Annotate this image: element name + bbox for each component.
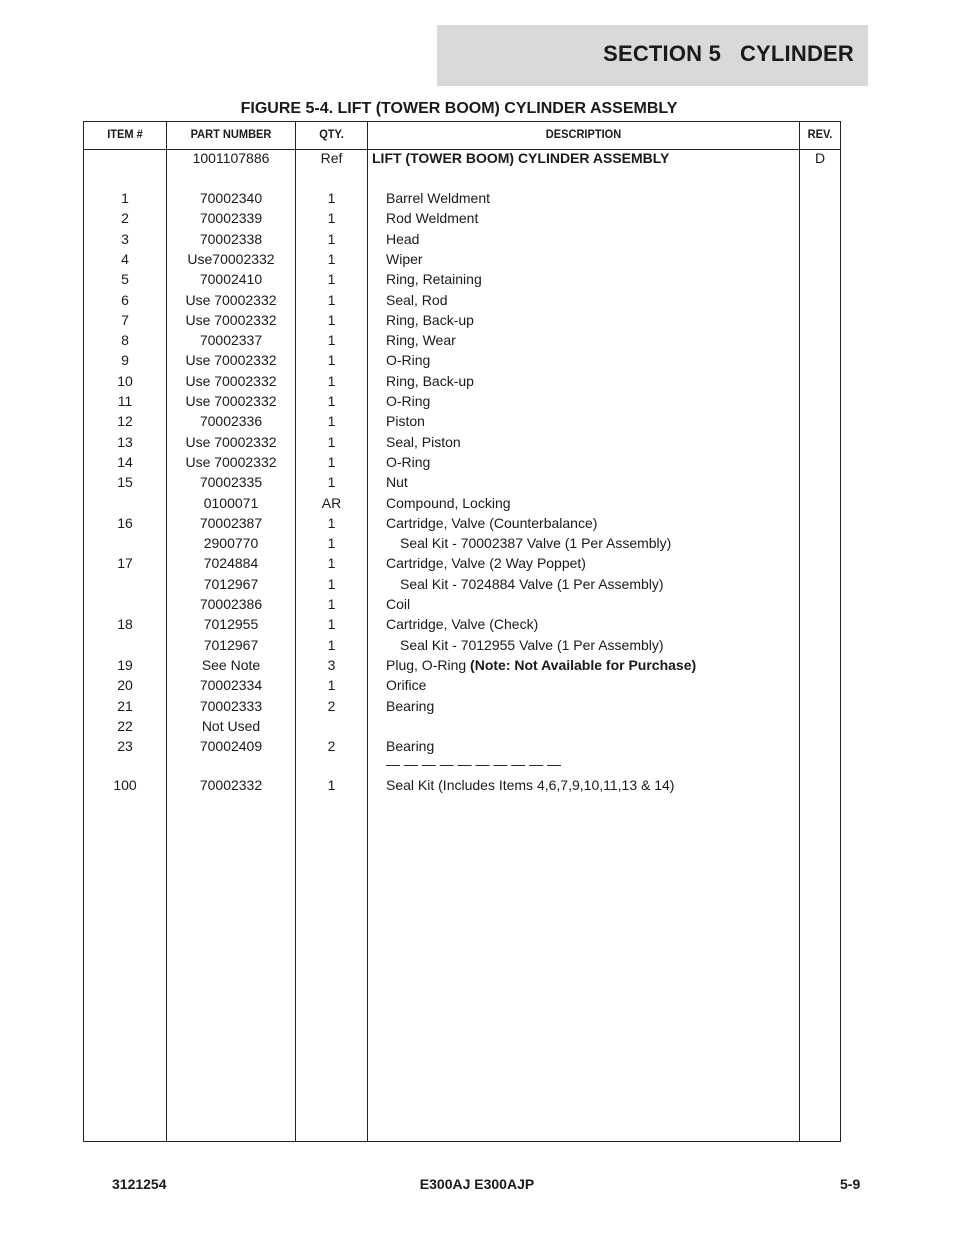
item-number: 1: [121, 190, 129, 206]
part-number: Use 70002332: [185, 433, 277, 450]
description-note: (Note: Not Available for Purchase): [470, 656, 697, 673]
seal-kit-row: [84, 775, 840, 795]
description-text: Cartridge, Valve (2 Way Poppet): [386, 555, 586, 572]
quantity: 1: [327, 474, 336, 491]
description: [386, 472, 408, 492]
part-number: Use 70002332: [185, 393, 277, 409]
description: [386, 391, 430, 411]
table-row: [84, 411, 840, 431]
table-row: [84, 696, 840, 716]
description: [386, 411, 425, 431]
description: [386, 594, 410, 614]
part-number: 70002337: [199, 332, 263, 349]
description: [386, 553, 586, 573]
dash-separator: — — — — — — — — — —: [386, 756, 562, 772]
item-number: 13: [117, 433, 133, 450]
header-rev: REV.: [807, 127, 833, 141]
quantity: 2: [327, 738, 336, 755]
table-row: [84, 208, 840, 228]
description-text: Compound, Locking: [386, 494, 511, 511]
part-number: 70002332: [199, 777, 263, 793]
item-number: 19: [117, 656, 133, 673]
table-row: [84, 533, 840, 553]
part-number: Use 70002332: [185, 311, 277, 328]
item-number: 18: [117, 616, 133, 633]
part-number: 70002409: [199, 738, 263, 755]
description-text: Barrel Weldment: [386, 190, 491, 206]
table-row: [84, 716, 840, 736]
table-row: [84, 350, 840, 370]
description-text: Cartridge, Valve (Counterbalance): [386, 514, 598, 531]
item-number: 12: [117, 413, 133, 430]
assembly-description: LIFT (TOWER BOOM) CYLINDER ASSEMBLY: [372, 150, 670, 166]
item-number: 15: [117, 474, 133, 491]
item-number: 10: [117, 372, 133, 389]
description: [386, 614, 538, 634]
item-number: 11: [117, 393, 133, 409]
table-row: [84, 655, 840, 675]
table-row: [84, 675, 840, 695]
table-row: [84, 310, 840, 330]
part-number: 7012955: [203, 616, 259, 633]
quantity: 1: [327, 433, 336, 450]
section-title: SECTION 5 CYLINDER: [603, 41, 854, 66]
description: [386, 269, 482, 289]
part-number: Use 70002332: [185, 372, 277, 389]
assembly-part-number: 1001107886: [192, 150, 270, 166]
table-row: [84, 513, 840, 533]
item-number: 9: [121, 352, 129, 369]
quantity: 1: [327, 677, 336, 694]
quantity: 1: [327, 372, 336, 389]
part-number: 7024884: [203, 555, 259, 572]
header-qty: QTY.: [319, 127, 344, 141]
part-number: 70002336: [199, 413, 263, 430]
table-row: [84, 432, 840, 452]
description: [386, 493, 511, 513]
item-number: 100: [113, 777, 137, 793]
header-part-number: PART NUMBER: [190, 127, 272, 141]
footer-doc-number: 3121254: [112, 1176, 167, 1192]
assembly-qty: Ref: [320, 150, 343, 166]
description-text: Orifice: [386, 677, 427, 694]
description-text: Plug, O-Ring: [386, 656, 471, 673]
part-number: Use 70002332: [185, 453, 277, 470]
table-row: [84, 249, 840, 269]
table-row: [84, 493, 840, 513]
quantity: 1: [327, 636, 336, 653]
description: [400, 635, 664, 655]
item-number: 5: [121, 271, 129, 288]
figure-title: FIGURE 5-4. LIFT (TOWER BOOM) CYLINDER ASSEMBLY: [240, 100, 678, 117]
description-text: Ring, Wear: [386, 332, 456, 349]
quantity: 1: [327, 250, 336, 267]
quantity: 1: [327, 555, 336, 572]
quantity: 1: [327, 393, 336, 409]
table-row: [84, 229, 840, 249]
table-row: [84, 269, 840, 289]
description-text: Cartridge, Valve (Check): [386, 616, 539, 633]
description: [386, 655, 696, 675]
description: [386, 188, 490, 208]
item-number: 22: [117, 717, 133, 734]
description-text: Ring, Back-up: [386, 372, 474, 389]
item-number: 14: [117, 453, 133, 470]
description: [386, 432, 461, 452]
table-row: [84, 290, 840, 310]
description-text: Piston: [386, 413, 425, 430]
item-number: 20: [117, 677, 133, 694]
part-number: 7012967: [203, 575, 259, 592]
description-text: O-Ring: [386, 352, 431, 369]
assembly-row: [84, 148, 840, 168]
quantity: 1: [327, 575, 336, 592]
description: [386, 350, 430, 370]
description: [386, 675, 426, 695]
description: [386, 696, 434, 716]
description-text: O-Ring: [386, 453, 431, 470]
description: Seal Kit (Includes Items 4,6,7,9,10,11,13 & 14): [386, 777, 675, 793]
table-row: [84, 574, 840, 594]
description: [400, 574, 664, 594]
table-row: [84, 614, 840, 634]
part-number: Not Used: [201, 717, 261, 734]
quantity: 1: [327, 230, 336, 247]
header-description: DESCRIPTION: [545, 127, 622, 141]
description-text: Seal Kit - 7012955 Valve (1 Per Assembly): [400, 636, 664, 653]
table-row: [84, 452, 840, 472]
part-number: 7012967: [203, 636, 259, 653]
part-number: See Note: [201, 656, 261, 673]
quantity: 1: [327, 616, 336, 633]
quantity: 1: [327, 271, 336, 288]
item-number: 17: [117, 555, 133, 572]
description-text: Nut: [386, 474, 408, 491]
description-text: Ring, Back-up: [386, 311, 474, 328]
table-row: [84, 188, 840, 208]
part-number: 70002386: [199, 596, 263, 612]
part-number: Use70002332: [187, 250, 275, 267]
item-number: 3: [121, 230, 129, 247]
part-number: 70002387: [199, 514, 263, 531]
description-text: Seal Kit - 7024884 Valve (1 Per Assembly): [400, 575, 664, 592]
description: [386, 208, 478, 228]
footer-model: E300AJ E300AJP: [419, 1176, 535, 1192]
item-number: 16: [117, 514, 133, 531]
quantity: 1: [327, 777, 336, 793]
quantity: 1: [327, 535, 336, 552]
item-number: 2: [121, 210, 129, 227]
part-number: Use 70002332: [185, 352, 277, 369]
part-number: 70002340: [199, 190, 263, 206]
table-row: [84, 371, 840, 391]
item-number: 4: [121, 250, 129, 267]
quantity: 1: [327, 210, 336, 227]
description-text: Seal, Rod: [386, 291, 448, 308]
description: [386, 229, 419, 249]
description: [386, 290, 447, 310]
description: [386, 330, 456, 350]
quantity: 1: [327, 514, 336, 531]
item-number: 6: [121, 291, 129, 308]
table-row: [84, 391, 840, 411]
description-text: Bearing: [386, 697, 435, 714]
quantity: 1: [327, 291, 336, 308]
description-text: Bearing: [386, 738, 435, 755]
description-text: Ring, Retaining: [386, 271, 482, 288]
section-banner: [437, 25, 868, 86]
item-number: 21: [117, 697, 133, 714]
description: [386, 452, 430, 472]
description: [386, 310, 474, 330]
table-row: [84, 594, 840, 614]
description: [386, 249, 423, 269]
quantity: 1: [327, 352, 336, 369]
quantity: 1: [327, 190, 336, 206]
description: [386, 513, 597, 533]
description-text: Head: [386, 230, 420, 247]
description-text: Rod Weldment: [386, 210, 479, 227]
table-row: [84, 553, 840, 573]
quantity: 1: [327, 311, 336, 328]
description-text: Wiper: [386, 250, 423, 267]
quantity: 3: [327, 656, 336, 673]
description: [400, 533, 671, 553]
description-text: Seal Kit - 70002387 Valve (1 Per Assembly): [400, 535, 672, 552]
quantity: AR: [321, 494, 342, 511]
quantity: 1: [327, 413, 336, 430]
part-number: 70002334: [199, 677, 263, 694]
header-item: ITEM #: [107, 127, 143, 141]
assembly-rev: D: [814, 150, 826, 166]
part-number: 0100071: [203, 494, 259, 511]
part-number: 70002339: [199, 210, 263, 227]
description: [386, 371, 474, 391]
part-number: 2900770: [203, 535, 259, 552]
quantity: 2: [327, 697, 336, 714]
part-number: 70002338: [199, 230, 263, 247]
quantity: 1: [327, 596, 336, 612]
footer-page-number: 5-9: [840, 1176, 861, 1192]
table-row: [84, 330, 840, 350]
description-text: Coil: [386, 596, 411, 612]
item-number: 8: [121, 332, 129, 349]
separator-row: [84, 754, 840, 774]
parts-table: [83, 121, 841, 1142]
description-text: O-Ring: [386, 393, 431, 409]
quantity: 1: [327, 453, 336, 470]
quantity: 1: [327, 332, 336, 349]
description-text: Seal, Piston: [386, 433, 461, 450]
table-row: [84, 472, 840, 492]
part-number: 70002333: [199, 697, 263, 714]
item-number: 23: [117, 738, 133, 755]
item-number: 7: [121, 311, 129, 328]
part-number: 70002335: [199, 474, 263, 491]
table-row: [84, 635, 840, 655]
part-number: 70002410: [199, 271, 263, 288]
part-number: Use 70002332: [185, 291, 277, 308]
